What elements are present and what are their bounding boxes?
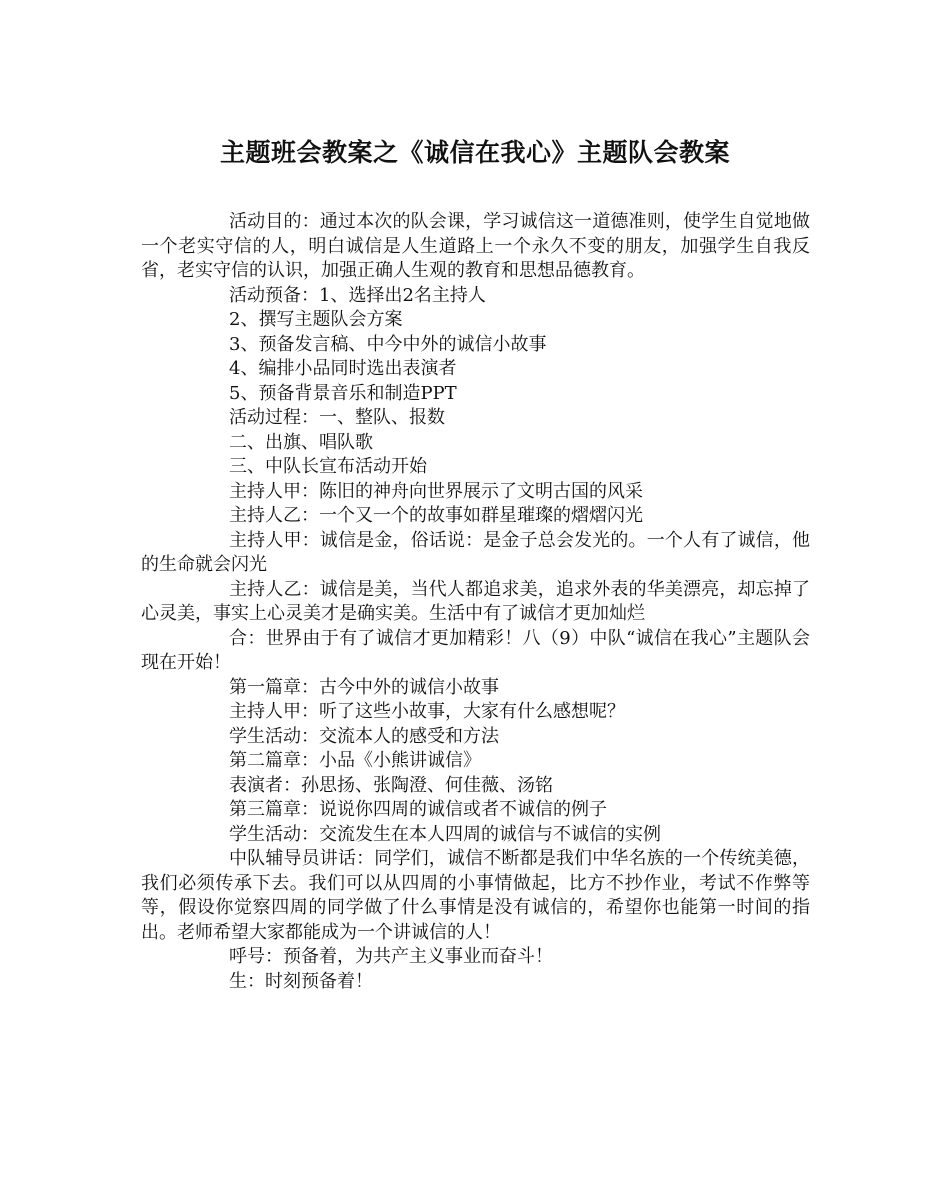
paragraph-host-b-2: 主持人乙：诚信是美，当代人都追求美，追求外表的华美漂亮，却忘掉了心灵美，事实上心灵美才是确实美。生活中有了诚信才更加灿烂 [141,578,810,624]
paragraph-student-activity-2: 学生活动：交流发生在本人四周的诚信与不诚信的实例 [229,823,661,845]
paragraph-preparation-5: 5、预备背景音乐和制造PPT [229,382,457,404]
document-title: 主题班会教案之《诚信在我心》主题队会教案 [219,138,730,167]
paragraph-activity-purpose: 活动目的：通过本次的队会课，学习诚信这一道德准则，使学生自觉地做一个老实守信的人，明白诚信是人生道路上一个永久不变的朋友，加强学生自我反省，老实守信的认识，加强正确人生观的教育和思想品德教育。 [141,211,810,281]
paragraph-host-a-1: 主持人甲：陈旧的神舟向世界展示了文明古国的风采 [229,480,643,502]
paragraph-preparation-1: 活动预备：1、选择出2名主持人 [229,284,486,306]
paragraph-chapter-1: 第一篇章：古今中外的诚信小故事 [229,676,499,698]
paragraph-chapter-2: 第二篇章：小品《小熊讲诚信》 [229,750,481,771]
paragraph-process-1: 活动过程：一、整队、报数 [229,407,445,428]
paragraph-slogan: 呼号：预备着，为共产主义事业而奋斗！ [229,946,553,967]
paragraph-preparation-4: 4、编排小品同时选出表演者 [229,358,457,379]
paragraph-host-b-1: 主持人乙：一个又一个的故事如群星璀璨的熠熠闪光 [229,505,643,526]
paragraph-together: 合：世界由于有了诚信才更加精彩！八（9）中队“诚信在我心”主题队会现在开始！ [141,627,810,673]
paragraph-host-a-2: 主持人甲：诚信是金，俗话说：是金子总会发光的。一个人有了诚信，他的生命就会闪光 [141,529,810,575]
paragraph-process-3: 三、中队长宣布活动开始 [229,456,427,477]
paragraph-chapter-3: 第三篇章：说说你四周的诚信或者不诚信的例子 [229,799,607,820]
paragraph-response: 生：时刻预备着！ [229,970,373,992]
paragraph-performers: 表演者：孙思扬、张陶澄、何佳薇、汤铭 [229,774,553,796]
paragraph-student-activity-1: 学生活动：交流本人的感受和方法 [229,725,499,747]
paragraph-counselor-speech: 中队辅导员讲话：同学们，诚信不断都是我们中华名族的一个传统美德，我们必须传承下去。我们可以从四周的小事情做起，比方不抄作业，考试不作弊等等，假设你觉察四周的同学做了什么事情是没有诚信的，希望你也能第一时间的指出。老师希望大家都能成为一个讲诚信的人！ [141,848,810,943]
paragraph-preparation-2: 2、撰写主题队会方案 [229,309,403,330]
paragraph-host-a-3: 主持人甲：听了这些小故事，大家有什么感想呢？ [229,701,625,722]
paragraph-process-2: 二、出旗、唱队歌 [229,431,373,453]
paragraph-preparation-3: 3、预备发言稿、中今中外的诚信小故事 [229,333,547,355]
document-body [141,210,810,994]
